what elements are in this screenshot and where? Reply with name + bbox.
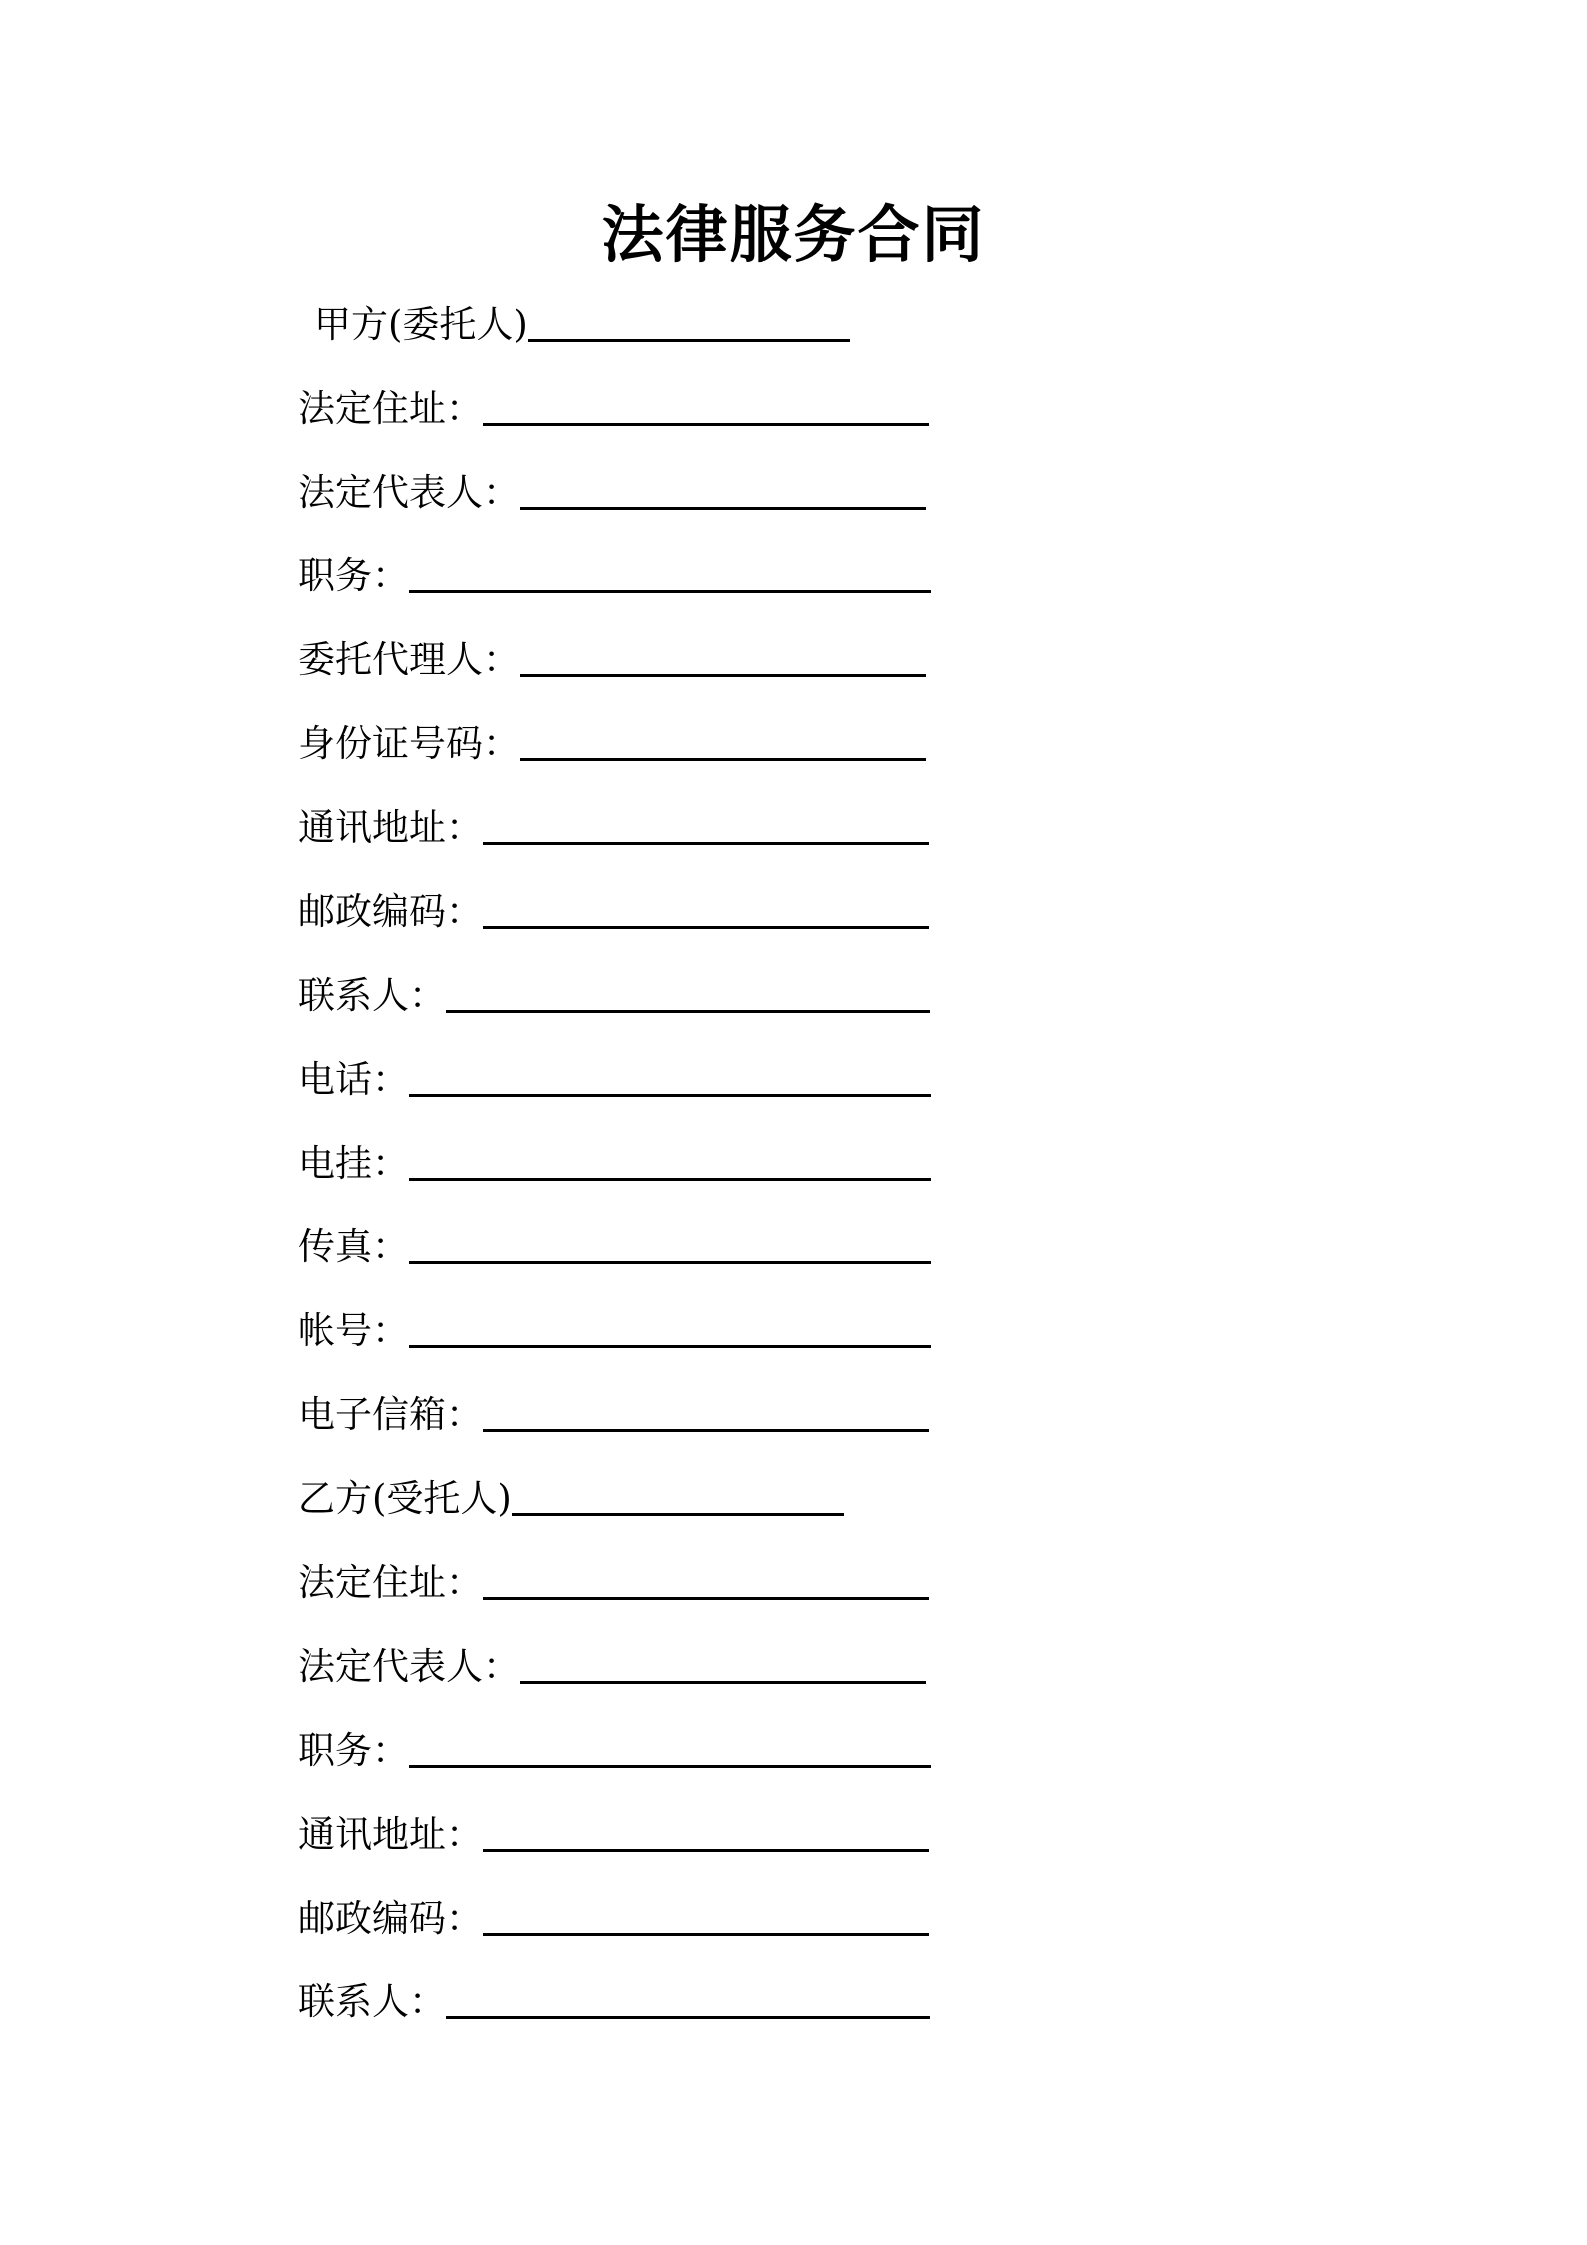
party-a-fax-row — [298, 1214, 931, 1270]
party-b-legal-address-row — [298, 1550, 929, 1606]
field-label: 传真： — [298, 1225, 409, 1268]
party-a-fax-blank[interactable] — [409, 1261, 931, 1264]
party-a-email-row — [298, 1382, 929, 1438]
party-a-contact-row — [298, 963, 930, 1019]
field-label: 电子信箱： — [298, 1393, 483, 1436]
party-b-contact-blank[interactable] — [446, 2016, 930, 2019]
party-a-email-blank[interactable] — [483, 1429, 929, 1432]
party-a-position-blank[interactable] — [409, 590, 931, 593]
party-a-position-row — [298, 543, 931, 599]
party-b-postal-code-row — [298, 1886, 929, 1942]
party-b-legal-rep-blank[interactable] — [520, 1681, 926, 1684]
document-title: 法律服务合同 — [601, 198, 986, 271]
field-label: 邮政编码： — [298, 1897, 483, 1940]
party-a-mailing-address-blank[interactable] — [483, 842, 929, 845]
field-label: 法定住址： — [298, 1561, 483, 1604]
party-b-postal-code-blank[interactable] — [483, 1933, 929, 1936]
party-a-postal-code-blank[interactable] — [483, 926, 929, 929]
party-b-heading: 乙方(受托人) — [298, 1477, 512, 1520]
party-a-id-number-row — [298, 711, 926, 767]
party-b-position-blank[interactable] — [409, 1765, 931, 1768]
field-label: 联系人： — [298, 1980, 446, 2023]
field-label: 身份证号码： — [298, 722, 520, 765]
field-label: 通讯地址： — [298, 806, 483, 849]
party-b-contact-row — [298, 1969, 930, 2025]
party-b-legal-address-blank[interactable] — [483, 1597, 929, 1600]
party-a-agent-blank[interactable] — [520, 674, 926, 677]
party-b-position-row — [298, 1718, 931, 1774]
field-label: 通讯地址： — [298, 1813, 483, 1856]
party-b-heading-row — [298, 1466, 844, 1522]
field-label: 委托代理人： — [298, 638, 520, 681]
field-label: 联系人： — [298, 974, 446, 1017]
party-a-phone-row — [298, 1047, 931, 1103]
party-b-legal-rep-row — [298, 1634, 926, 1690]
field-label: 邮政编码： — [298, 890, 483, 933]
party-a-legal-address-blank[interactable] — [483, 423, 929, 426]
party-a-phone-blank[interactable] — [409, 1094, 931, 1097]
party-a-agent-row — [298, 627, 926, 683]
field-label: 电挂： — [298, 1142, 409, 1185]
field-label: 法定住址： — [298, 387, 483, 430]
party-a-mailing-address-row — [298, 795, 929, 851]
party-a-legal-rep-row — [298, 460, 926, 516]
party-a-contact-blank[interactable] — [446, 1010, 930, 1013]
party-a-postal-code-row — [298, 879, 929, 935]
party-a-id-number-blank[interactable] — [520, 758, 926, 761]
party-b-mailing-address-blank[interactable] — [483, 1849, 929, 1852]
party-a-legal-rep-blank[interactable] — [520, 507, 926, 510]
field-label: 职务： — [298, 1729, 409, 1772]
party-a-heading-row — [314, 292, 850, 348]
party-a-account-blank[interactable] — [409, 1345, 931, 1348]
party-a-account-row — [298, 1298, 931, 1354]
party-a-telegraph-blank[interactable] — [409, 1178, 931, 1181]
field-label: 法定代表人： — [298, 1645, 520, 1688]
party-b-name-blank[interactable] — [512, 1513, 844, 1516]
party-a-heading: 甲方(委托人) — [314, 303, 528, 346]
party-a-telegraph-row — [298, 1131, 931, 1187]
party-a-legal-address-row — [298, 376, 929, 432]
field-label: 帐号： — [298, 1309, 409, 1352]
party-a-name-blank[interactable] — [528, 339, 850, 342]
field-label: 职务： — [298, 554, 409, 597]
party-b-mailing-address-row — [298, 1802, 929, 1858]
field-label: 电话： — [298, 1058, 409, 1101]
field-label: 法定代表人： — [298, 471, 520, 514]
